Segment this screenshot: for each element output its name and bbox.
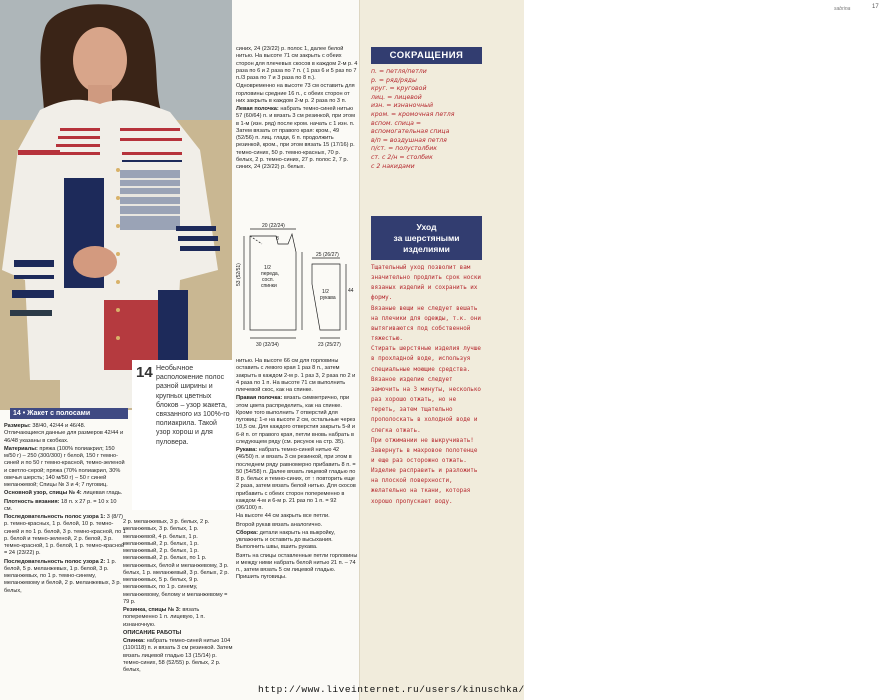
model-illustration <box>0 0 232 408</box>
dim-top: 20 (22/24) <box>262 223 285 229</box>
paragraph-text: пряжа (100% полиакрил; 150 м/50 г) – 250 (300/300) г белой, 150 г темно-синей и по 50 г темно-красной, темно-зеленой и светло-серой; пряжа (70% полиакрил, 30% овечья шерсть; 140 м/50 г) – 50 г синей меланжевой; Спицы № 3 и 4; 7 пуговиц. <box>4 445 125 488</box>
paragraph-heading: Сборка: <box>236 529 259 536</box>
paragraph <box>236 553 358 582</box>
dim-left-height: 53 (52/51) <box>236 263 242 286</box>
sleeve-label-1: 1/2 <box>322 289 329 295</box>
sleeve-label-2: рукава <box>320 295 336 301</box>
column-middle-bottom <box>236 358 358 694</box>
sidebar <box>360 0 879 700</box>
sweater-photo <box>0 0 232 408</box>
front-label-3: сосп. <box>262 277 274 283</box>
paragraph <box>4 446 126 490</box>
care-paragraph: Стирать шерстяные изделия лучше в прохладной воде, используя специальные моющие средства. <box>371 346 481 373</box>
paragraph-heading: Последовательность полос узора 1: <box>4 514 106 520</box>
care-paragraph: Вязаное изделие следует замочить на 3 минуты, несколько раз хорошо отжать, но не тереть, затем тщательно прополоскать в холодной воде и слегка отжать. <box>371 376 481 434</box>
abbreviation-item: с 2 накидами <box>371 162 415 170</box>
paragraph-text: лицевая гладь. <box>81 490 123 497</box>
paragraph-text: набрать темно-синей нитью 42 (46/50) п. и вязать 3 см резинкой, при этом в последнем ряду равномерно прибавить 8 п. = 50 (54/58) п. Далее вязать лицевой гладью по 8 р. белых и темно-синих, от ↑ повторить еще 2 раза, затем вязать белой нитью. Для скосов прибавить с обеих сторон попеременно в каждом 4-м и 6-м р. 21 раз по 1 п. = 92 (96/100) п. <box>236 447 356 511</box>
paragraph <box>236 106 358 171</box>
column-2 <box>123 519 233 694</box>
paragraph-text: 18 п. х 27 р. = 10 х 10 см. <box>4 498 117 512</box>
paragraph <box>123 607 233 629</box>
paragraph <box>4 490 126 497</box>
watermark-url: http://www.liveinternet.ru/users/kinuschka/ <box>258 684 525 695</box>
paragraph <box>123 630 233 637</box>
paragraph-text: вязать симметрично, при этом цвета распределить, как на спинке. Кроме того выполнить 7 отверстий для пуговиц: 1-е на высоте 2 см, остальные через 10,5 см. Для каждого отверстия закрыть 5-й и 6-й п. от правого края, петли вновь набрать в следующем ряду (см. рисунок на стр. 35). <box>236 395 356 445</box>
paragraph-heading: Резинка, спицы № 3: <box>123 607 181 613</box>
dim-right-height: 44 <box>348 288 354 294</box>
paragraph <box>4 559 126 595</box>
abbreviation-item: изн. = изнаночный <box>371 102 434 110</box>
paragraph-text: 3 (8/7) р. темно-красных, 1 р. белой, 10 р. темно-синей и по 1 р. белой, 3 р. темно-красной, по 1 р. белой и темно-зеленой, 2 р. белой, 3 р. темно-красной, 1 р. белой, 1 р. темно-красной = 24 (23/22) р. <box>4 514 126 557</box>
abbreviation-item: круг. = круговой <box>371 85 427 93</box>
abbreviation-item: п. = петля/петли <box>371 68 427 75</box>
paragraph-heading: Плотность вязания: <box>4 498 60 505</box>
care-paragraph: Вязаные вещи не следует вешать на плечики для одежды, т.к. они вытягиваются под собственной тяжестью. <box>371 305 481 343</box>
care-paragraph: Изделие расправить и разложить на плоской поверхности, желательно на ткани, которая хорошо пропускает воду. <box>371 468 478 505</box>
paragraph-heading: Правая полочка: <box>236 395 283 402</box>
care-title <box>371 216 482 260</box>
column-1 <box>4 423 126 693</box>
paragraph <box>4 423 126 445</box>
abbreviation-item: р. = ряд/ряды <box>371 76 417 84</box>
paragraph-heading: Размеры: <box>4 423 31 429</box>
paragraph <box>4 514 126 558</box>
paragraph <box>236 530 358 552</box>
paragraph <box>236 447 358 512</box>
paragraph-text: детали накрыть на выкройку, увлажнить и оставить до высыхания. Выполнить швы, вшить рукава. <box>236 529 335 551</box>
paragraph <box>123 638 233 674</box>
paragraph-heading: Последовательность полос узора 2: <box>4 558 106 565</box>
care-paragraph: При отжимании не выкручивать! <box>371 437 474 444</box>
care-title-line-2: за шерстяными <box>393 233 460 243</box>
front-label-4: спинки <box>261 283 277 289</box>
paragraph-heading: Рукава: <box>236 447 258 453</box>
abbreviation-item: лиц. = лицевой <box>371 93 422 101</box>
front-label-2: переда, <box>261 271 280 277</box>
dim-bottom-sleeve: 23 (25/27) <box>318 342 341 348</box>
paragraph-heading: Левая полочка: <box>236 106 279 112</box>
paragraph-heading: Материалы: <box>4 445 38 452</box>
dim-neck: 8 <box>276 236 279 242</box>
article-title-bar <box>10 408 128 419</box>
care-paragraph: Завернуть в махровое полотенце и еще раз осторожно отжать. <box>371 447 478 464</box>
abbreviation-item: п/ст. = полустолбик <box>371 145 437 153</box>
paragraph <box>236 395 358 446</box>
paragraph <box>236 83 358 105</box>
paragraph-text: На высоте 44 см закрыть все петли. <box>236 513 330 520</box>
care-title-line-1: Уход <box>416 222 437 232</box>
paragraph-text: вязать попеременно 1 п. лицевую, 1 п. изнаночную. <box>123 607 205 628</box>
paragraph-heading: Спинка: <box>123 638 146 644</box>
paragraph-text: Второй рукав вязать аналогично. <box>236 521 323 528</box>
paragraph-text: Одновременно на высоте 73 см оставить для горловины средние 16 п., с обеих сторон от них закрыть в каждом 2-м р. 2 раза по 3 п. <box>236 83 355 104</box>
paragraph-text: синих, 24 (23/22) р. полос 1, далее белой нитью. На высоте 71 см закрыть с обеих сторон для плечевых скосов в каждом 2-м р. 4 раза по 6 и 2 раза по 7 п. ( 1 раз 6 и 5 раз по 7 п./3 раза по 7 и 3 раза по 8 п.). <box>236 46 358 81</box>
care-paragraph: Тщательный уход позволит вам значительно продлить срок носки вязаных изделий и сохранить их форму. <box>371 265 481 302</box>
photo-callout <box>132 360 234 510</box>
callout-number: 14 <box>136 364 153 381</box>
abbreviation-item: ст. с 2/н = столбик <box>371 153 433 161</box>
paragraph-text: 1 р. белой, 5 р. меланжевых, 1 р. белой, 3 р. меланжевых, по 1 р. темно-синему, меланжевому и белой, 2 р. меланжевых, 3 р. белых, <box>4 558 121 594</box>
dim-bottom-front: 30 (32/34) <box>256 342 279 348</box>
paragraph-text: 38/40, 42/44 и 46/48. Отличающиеся данные для размеров 42/44 и 46/48 указаны в скобках. <box>4 423 124 444</box>
abbreviations-title: СОКРАЩЕНИЯ <box>371 47 482 64</box>
paragraph <box>236 513 358 520</box>
article-title: 14 • Жакет с полосами <box>13 410 91 417</box>
paragraph <box>236 522 358 529</box>
paragraph-text: набрать темно-синей нитью 104 (110/118) п. и вязать 3 см резинкой. Затем вязать лицевой гладью 13 (15/14) р. темно-синих, 58 (52/55) р. белых, 2 р. белых, <box>123 638 233 673</box>
paragraph <box>236 46 358 82</box>
front-label-1: 1/2 <box>264 265 271 271</box>
paragraph <box>123 519 233 606</box>
care-title-line-3: изделиями <box>403 244 450 254</box>
paragraph-heading: ОПИСАНИЕ РАБОТЫ <box>123 629 182 636</box>
paragraph-text: Взять на спицы оставленные петли горловины и между ними набрать белой нитью 21 п. – 74 п., затем вязать 5 см лицевой гладью. Пришить пуговицы. <box>236 552 358 581</box>
pattern-diagram <box>236 222 358 358</box>
callout-text: Необычное расположение полос разной ширины и крупных цветных блоков – узор жакета, связанного из 100%-го полиакрила. Такой узор хорош и для пуловера. <box>156 365 230 446</box>
paragraph <box>4 499 126 514</box>
column-middle-top <box>236 46 358 224</box>
paragraph <box>236 358 358 394</box>
abbreviation-item: вспомогательная спица <box>371 128 450 136</box>
abbreviation-item: вспом. спица = <box>371 119 422 127</box>
dim-sleeve-top: 25 (26/27) <box>316 252 339 258</box>
abbreviations-list <box>371 68 521 171</box>
page-number: 17 <box>872 4 879 10</box>
paragraph-text: нитью. На высоте 66 см для горловины оставить с левого края 1 раз 8 п., затем закрыть в каждом 2-м р. 1 раз 3, 2 раза по 2 и 4 раза по 1 п. На высоте 71 см выполнить плечевой скос, как на спинке. <box>236 358 356 393</box>
care-text <box>371 263 483 507</box>
magazine-logo: sabrina <box>834 6 851 12</box>
abbreviation-item: кром. = кромочная петля <box>371 110 455 118</box>
paragraph-heading: Основной узор, спицы № 4: <box>4 490 82 497</box>
abbreviation-item: в/п = воздушная петля <box>371 136 447 144</box>
pattern-schematic <box>236 222 358 358</box>
paragraph-text: набрать темно-синей нитью 57 (60/64) п. и вязать 3 см резинкой, при этом в 1-м (изн. ряд) после кром. начать с 1 изн. п. Затем вязать от правого края: кром., 49 (52/56) п. лиц. глади, 6 п. продолжить резинкой, кром., при этом вязать 15 (17/16) р. темно-синих, 50 р. темно-красных, 70 р. белых, 2 р. темно-синих, 27 р. полос 2, 7 р. синих, 24 (23/22) р. белых. <box>236 106 355 170</box>
paragraph-text: 2 р. меланжевых, 3 р. белых, 2 р. меланжевых, 3 р. белых, 1 р. меланжевой, 4 р. белых, 1 р. меланжевый, 2 р. белых, 1 р. меланжевый, 2 р. белых, 1 р. меланжевый, 2 р. белых, по 1 р. меланжевых, белой и меланжевому, 3 р. белых, 1 р. меланжевый, 3 р. белых, 2 р. меланжевых, 5 р. белых, 9 р. меланжевых, по 1 р. синему, меланжевому, белому и меланжевому = 79 р. <box>123 519 229 605</box>
